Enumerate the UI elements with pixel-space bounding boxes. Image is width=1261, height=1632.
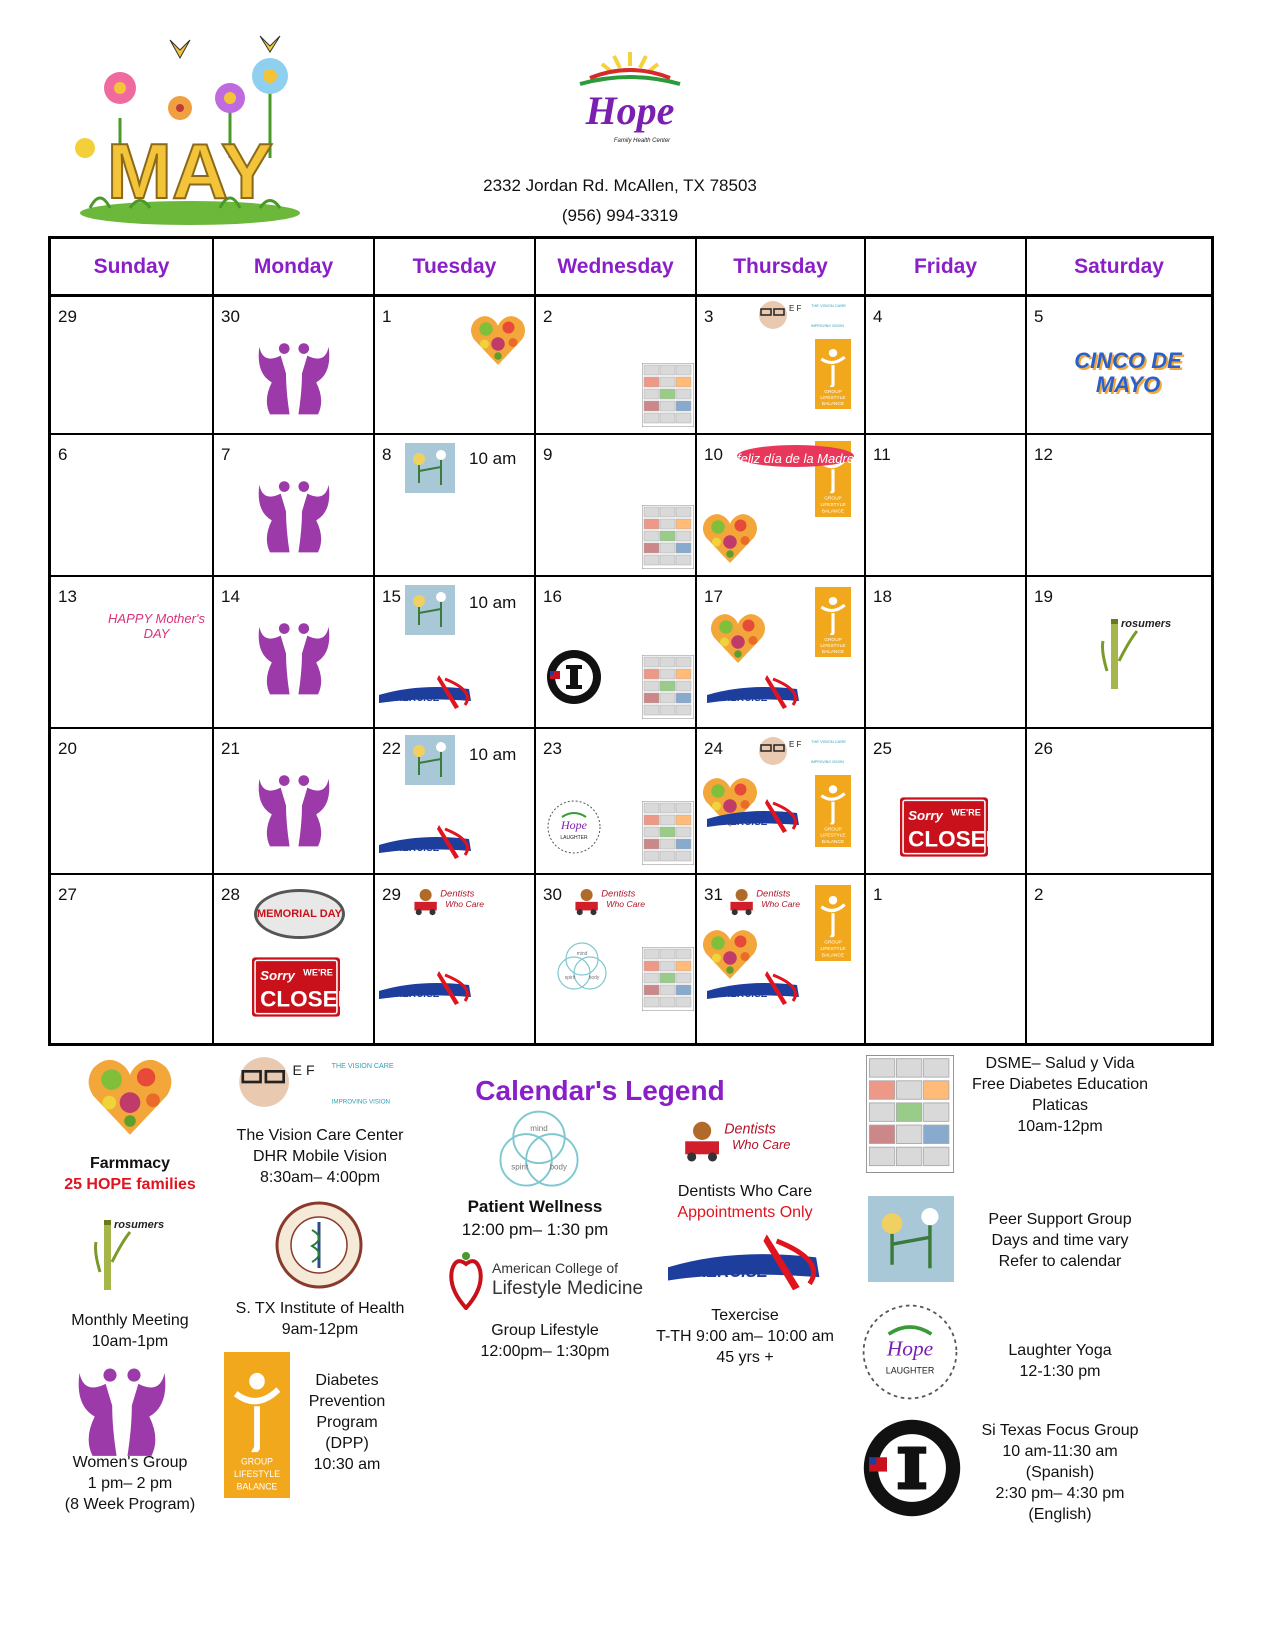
legend-stih (220, 1298, 420, 1340)
legend-si-texas (960, 1420, 1160, 1525)
hope-logo (570, 42, 690, 152)
weekday-saturday: Saturday (1027, 239, 1211, 297)
acolm-line1: American College of (492, 1260, 619, 1276)
dsme-chart-icon (866, 1055, 954, 1173)
weekday-sunday: Sunday (51, 239, 214, 297)
calendar-day-cell[interactable] (1027, 435, 1211, 577)
peer-name: Peer Support Group (988, 1211, 1132, 1228)
calendar-day-cell[interactable] (214, 577, 375, 729)
group-lifestyle-balance-icon (224, 1352, 290, 1498)
calendar-day-cell[interactable] (866, 297, 1027, 435)
day-number: 16 (543, 587, 562, 606)
calendar-day-cell[interactable] (866, 577, 1027, 729)
calendar-day-cell[interactable] (214, 435, 375, 577)
womens-group-icon (254, 337, 334, 417)
dpp-line3: Program (316, 1414, 378, 1431)
day-number: 15 (382, 587, 401, 606)
prosumers-logo-icon (92, 1205, 168, 1305)
day-number: 19 (1034, 587, 1053, 606)
day-number: 28 (221, 885, 240, 904)
texercise-icon (379, 971, 475, 1007)
dentists-icon (572, 881, 658, 921)
womens-time: 1 pm– 2 pm (87, 1475, 173, 1492)
texercise-icon (379, 675, 475, 711)
farmmacy-heart-icon (467, 311, 529, 371)
calendar-day-cell[interactable] (697, 577, 866, 729)
calendar-day-cell[interactable] (51, 577, 214, 729)
day-number: 2 (1034, 885, 1044, 904)
vision-sub: DHR Mobile Vision (253, 1148, 387, 1165)
svg-text:Family Health Center: Family Health Center (613, 138, 671, 144)
dsme-line2: Free Diabetes Education (971, 1076, 1149, 1093)
farmmacy-name: Farmmacy (89, 1155, 171, 1172)
weekday-friday: Friday (866, 239, 1027, 297)
calendar-day-cell[interactable] (536, 297, 697, 435)
day-number: 30 (543, 885, 562, 904)
dentists-note: Appointments Only (677, 1204, 813, 1221)
sitexas-t2: 2:30 pm– 4:30 pm (995, 1485, 1125, 1502)
day-number: 26 (1034, 739, 1053, 758)
event-time: 10 am (469, 449, 517, 468)
calendar-day-cell[interactable] (375, 729, 536, 875)
texercise-icon (707, 675, 803, 711)
texercise-time: T-TH 9:00 am– 10:00 am (656, 1328, 834, 1345)
texercise-icon (707, 799, 803, 835)
calendar-day-cell[interactable] (375, 435, 536, 577)
prosumers-name: Monthly Meeting (71, 1312, 189, 1329)
calendar-day-cell[interactable] (51, 297, 214, 435)
calendar-day-cell[interactable] (51, 435, 214, 577)
texercise-logo-icon (668, 1232, 826, 1296)
legend-dsme (960, 1053, 1160, 1137)
dsme-time: 10am-12pm (1017, 1118, 1103, 1135)
calendar-day-cell[interactable] (214, 729, 375, 875)
peer-line2: Days and time vary (991, 1232, 1129, 1249)
weekday-tuesday: Tuesday (375, 239, 536, 297)
dentists-icon (727, 881, 813, 921)
day-number: 2 (543, 307, 553, 326)
farmmacy-note: 25 HOPE families (64, 1176, 196, 1193)
calendar-grid (48, 236, 1214, 1046)
day-number: 12 (1034, 445, 1053, 464)
dsme-chart-icon (642, 801, 694, 865)
womens-group-icon (72, 1362, 172, 1458)
sitexas-t1note: (Spanish) (1025, 1464, 1095, 1481)
stih-seal-icon (274, 1200, 364, 1290)
texercise-icon (707, 971, 803, 1007)
texercise-note: 45 yrs + (716, 1349, 774, 1366)
patient-wellness-icon (494, 1102, 584, 1192)
peer-support-icon (868, 1196, 954, 1282)
calendar-day-cell[interactable] (214, 875, 375, 1043)
day-number: 6 (58, 445, 68, 464)
womens-group-icon (254, 475, 334, 555)
day-number: 25 (873, 739, 892, 758)
calendar-day-cell[interactable] (697, 435, 866, 577)
closed-sign-icon (900, 797, 988, 857)
day-number: 17 (704, 587, 723, 606)
vision-care-icon (753, 733, 857, 769)
svg-text:Hope: Hope (585, 88, 675, 133)
day-number: 7 (221, 445, 231, 464)
peer-line3: Refer to calendar (998, 1253, 1122, 1270)
day-number: 21 (221, 739, 240, 758)
event-time: 10 am (469, 593, 517, 612)
day-number: 5 (1034, 307, 1044, 326)
texercise-name: Texercise (711, 1307, 779, 1324)
legend-farmmacy (40, 1153, 220, 1195)
calendar-day-cell[interactable] (51, 729, 214, 875)
day-number: 22 (382, 739, 401, 758)
legend-texercise (640, 1305, 850, 1368)
legend-womens-group (40, 1452, 220, 1515)
calendar-day-cell[interactable] (697, 729, 866, 875)
calendar-day-cell[interactable] (1027, 577, 1211, 729)
feliz-dia-madre-art: feliz día de la Madre (737, 445, 854, 467)
day-number: 3 (704, 307, 714, 326)
legend-peer-support (960, 1209, 1160, 1272)
dsme-line1: DSME– Salud y Vida (985, 1055, 1135, 1072)
farmmacy-heart-icon (699, 509, 761, 569)
vision-care-icon (753, 297, 857, 333)
event-time: 10 am (469, 745, 517, 764)
glb-icon (815, 885, 851, 961)
social-innovation-fund-icon (546, 649, 602, 705)
day-number: 20 (58, 739, 77, 758)
dentists-name: Dentists Who Care (677, 1183, 813, 1200)
dpp-line1: Diabetes (315, 1372, 379, 1389)
social-innovation-fund-icon (862, 1418, 962, 1518)
day-number: 1 (382, 307, 392, 326)
address: 2332 Jordan Rd. McAllen, TX 78503 (483, 176, 757, 195)
legend-vision (220, 1125, 420, 1188)
calendar-day-cell[interactable] (866, 875, 1027, 1043)
calendar-day-cell[interactable] (1027, 297, 1211, 435)
memorial-day-badge: MEMORIAL DAY (254, 889, 345, 939)
calendar-day-cell[interactable] (697, 297, 866, 435)
cinco-de-mayo-art: CINCO DE MAYO (1074, 348, 1182, 397)
dpp-line4: (DPP) (325, 1435, 369, 1452)
day-number: 1 (873, 885, 883, 904)
weekday-thursday: Thursday (697, 239, 866, 297)
sitexas-t2note: (English) (1028, 1506, 1092, 1523)
sitexas-t1: 10 am-11:30 am (1002, 1443, 1118, 1460)
womens-name: Women's Group (72, 1454, 188, 1471)
calendar-day-cell[interactable] (214, 297, 375, 435)
day-number: 10 (704, 445, 723, 464)
calendar-day-cell[interactable] (866, 729, 1027, 875)
sitexas-name: Si Texas Focus Group (981, 1422, 1139, 1439)
womens-group-icon (254, 617, 334, 697)
calendar-day-cell[interactable] (536, 875, 697, 1043)
legend-prosumers (40, 1310, 220, 1352)
day-number: 8 (382, 445, 392, 464)
glb-icon (815, 775, 851, 847)
dsme-chart-icon (642, 655, 694, 719)
day-number: 31 (704, 885, 723, 904)
day-number: 24 (704, 739, 723, 758)
calendar-day-cell[interactable] (375, 577, 536, 729)
mothers-day-art: HAPPY Mother's DAY (108, 611, 205, 641)
laughter-yoga-icon (546, 799, 602, 855)
farmmacy-heart-icon (707, 609, 769, 669)
peer-support-icon (405, 735, 455, 785)
wellness-time: 12:00 pm– 1:30 pm (461, 1220, 609, 1239)
legend-group-lifestyle (440, 1320, 650, 1362)
calendar-day-cell[interactable] (1027, 875, 1211, 1043)
weekday-monday: Monday (214, 239, 375, 297)
weekday-wednesday: Wednesday (536, 239, 697, 297)
day-number: 18 (873, 587, 892, 606)
day-number: 29 (58, 307, 77, 326)
vision-time: 8:30am– 4:00pm (259, 1169, 381, 1186)
prosumers-icon (1099, 609, 1175, 699)
peer-support-icon (405, 585, 455, 635)
laughter-yoga-icon (860, 1302, 960, 1402)
may-flowers-art (70, 28, 310, 228)
legend-dpp (292, 1370, 402, 1475)
laughter-name: Laughter Yoga (1008, 1342, 1112, 1359)
dpp-line2: Prevention (308, 1393, 386, 1410)
stih-time: 9am-12pm (281, 1321, 359, 1338)
calendar-day-cell[interactable] (866, 435, 1027, 577)
day-number: 9 (543, 445, 553, 464)
glb-icon (815, 339, 851, 409)
closed-sign-icon (252, 957, 340, 1017)
texercise-icon (379, 825, 475, 861)
svg-text:MAY: MAY (106, 127, 274, 215)
dentists-who-care-logo-icon (680, 1110, 810, 1170)
day-number: 13 (58, 587, 77, 606)
calendar-day-cell[interactable] (536, 435, 697, 577)
acolm-logo (446, 1248, 646, 1310)
calendar-day-cell[interactable] (51, 875, 214, 1043)
dpp-time: 10:30 am (313, 1456, 381, 1473)
calendar-day-cell[interactable] (536, 729, 697, 875)
prosumers-time: 10am-1pm (91, 1333, 169, 1350)
calendar-day-cell[interactable] (375, 297, 536, 435)
acolm-time: 12:00pm– 1:30pm (480, 1343, 610, 1360)
peer-support-icon (405, 443, 455, 493)
day-number: 30 (221, 307, 240, 326)
legend-title: Calendar's Legend (475, 1075, 725, 1106)
legend-dentists (650, 1181, 840, 1223)
patient-wellness-icon (556, 937, 608, 993)
calendar-day-cell[interactable] (697, 875, 866, 1043)
day-number: 29 (382, 885, 401, 904)
stih-name: S. TX Institute of Health (235, 1300, 405, 1317)
glb-icon (815, 587, 851, 657)
dsme-line3: Platicas (1031, 1097, 1089, 1114)
vision-care-logo-icon (232, 1050, 410, 1114)
day-number: 23 (543, 739, 562, 758)
farmmacy-heart-icon (84, 1052, 176, 1144)
acolm-line2: Lifestyle Medicine (492, 1278, 644, 1299)
legend-laughter-yoga (960, 1340, 1160, 1382)
phone-number: (956) 994-3319 (561, 206, 679, 225)
day-number: 4 (873, 307, 883, 326)
day-number: 27 (58, 885, 77, 904)
calendar-day-cell[interactable] (536, 577, 697, 729)
wellness-name: Patient Wellness (467, 1197, 603, 1216)
dsme-chart-icon (642, 947, 694, 1011)
dsme-chart-icon (642, 363, 694, 427)
calendar-day-cell[interactable] (1027, 729, 1211, 875)
dentists-icon (411, 881, 497, 921)
day-number: 14 (221, 587, 240, 606)
calendar-day-cell[interactable] (375, 875, 536, 1043)
womens-group-icon (254, 769, 334, 849)
legend-wellness (430, 1195, 640, 1241)
dsme-chart-icon (642, 505, 694, 569)
vision-name: The Vision Care Center (236, 1127, 404, 1144)
womens-note: (8 Week Program) (64, 1496, 196, 1513)
laughter-time: 12-1:30 pm (1019, 1363, 1101, 1380)
acolm-name: Group Lifestyle (491, 1322, 599, 1339)
day-number: 11 (873, 445, 891, 464)
